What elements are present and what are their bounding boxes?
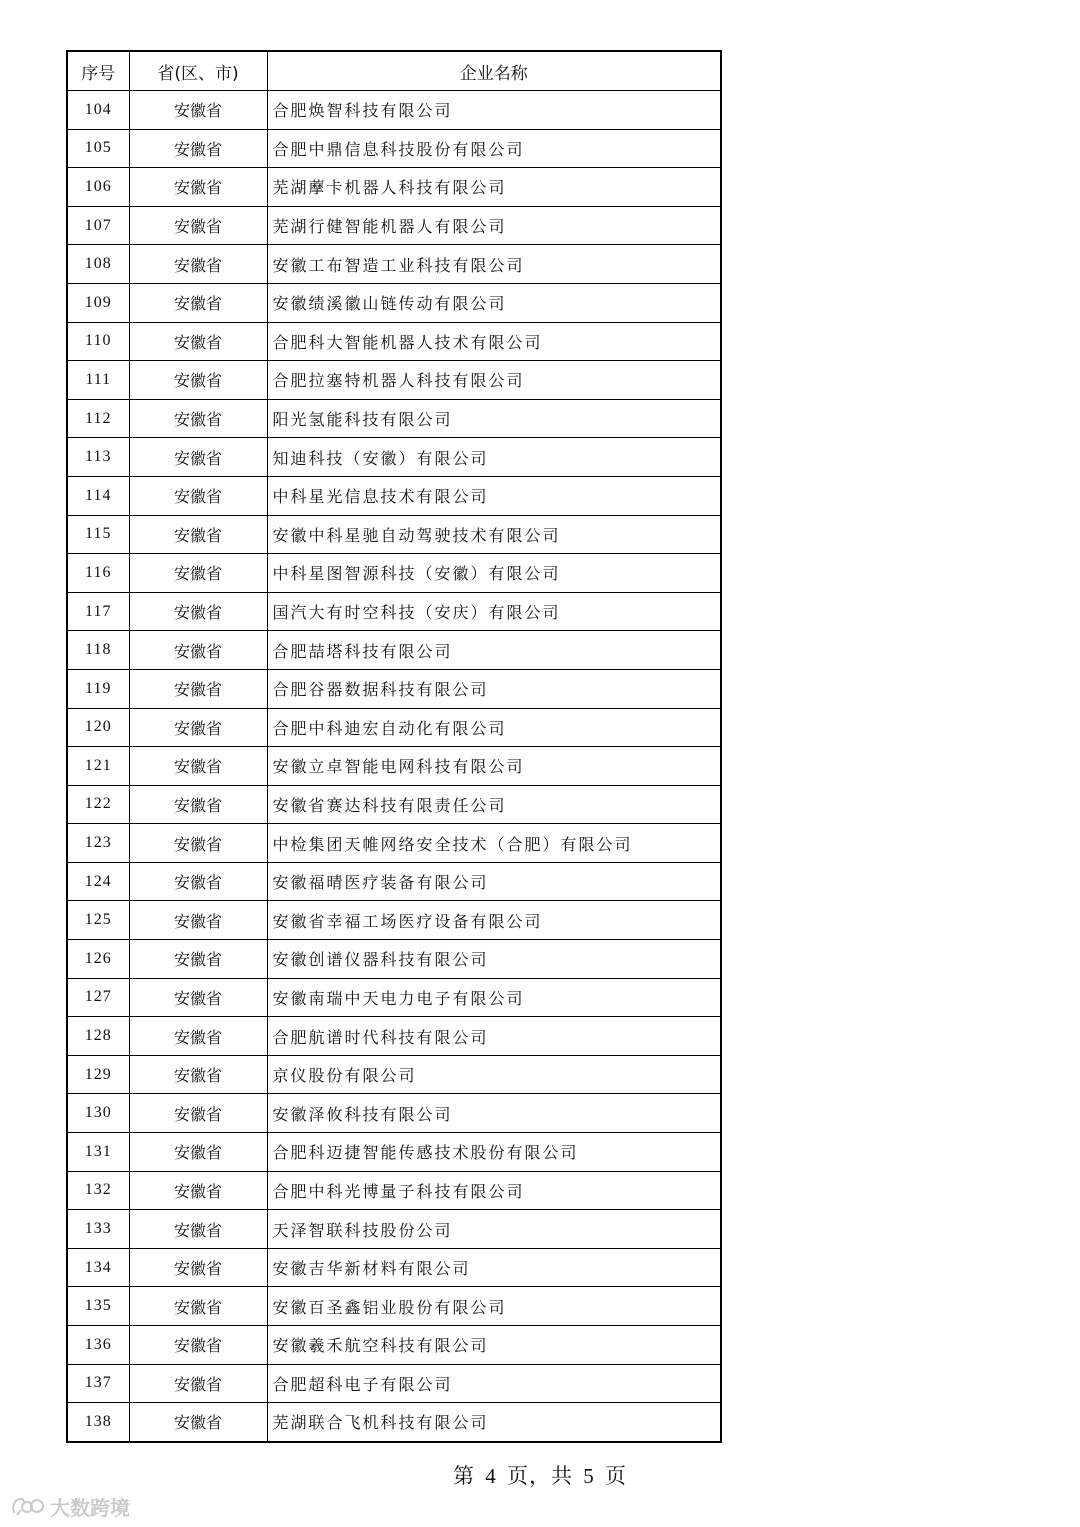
row-province: 安徽省 [129,322,267,361]
table-row [67,399,721,438]
row-province: 安徽省 [129,515,267,554]
row-seq: 121 [67,747,129,786]
row-seq: 134 [67,1248,129,1287]
row-seq: 122 [67,785,129,824]
row-company-name: 安徽吉华新材料有限公司 [267,1248,721,1287]
row-company-name: 合肥超科电子有限公司 [267,1364,721,1403]
page-footer [0,1460,1080,1490]
watermark-text: 大数跨境 [50,1496,130,1520]
table-row [67,1364,721,1403]
table-row [67,1248,721,1287]
row-company-name: 安徽百圣鑫铝业股份有限公司 [267,1287,721,1326]
table-row [67,708,721,747]
table-row [67,1171,721,1210]
row-province: 安徽省 [129,592,267,631]
row-seq: 135 [67,1287,129,1326]
row-seq: 128 [67,1017,129,1056]
table-row [67,978,721,1017]
table-row [67,245,721,284]
row-province: 安徽省 [129,1326,267,1365]
row-company-name: 合肥中鼎信息科技股份有限公司 [267,129,721,168]
row-company-name: 合肥谷器数据科技有限公司 [267,669,721,708]
row-seq: 109 [67,283,129,322]
table-row [67,1210,721,1249]
row-seq: 120 [67,708,129,747]
row-company-name: 知迪科技（安徽）有限公司 [267,438,721,477]
row-province: 安徽省 [129,901,267,940]
row-province: 安徽省 [129,1055,267,1094]
row-province: 安徽省 [129,940,267,979]
row-province: 安徽省 [129,245,267,284]
table-row [67,322,721,361]
row-company-name: 安徽创谱仪器科技有限公司 [267,940,721,979]
row-company-name: 安徽泽攸科技有限公司 [267,1094,721,1133]
table-row [67,1094,721,1133]
row-company-name: 安徽省幸福工场医疗设备有限公司 [267,901,721,940]
row-company-name: 安徽立卓智能电网科技有限公司 [267,747,721,786]
row-seq: 129 [67,1055,129,1094]
company-list-table [66,50,722,1443]
row-seq: 107 [67,206,129,245]
row-province: 安徽省 [129,824,267,863]
row-seq: 127 [67,978,129,1017]
row-province: 安徽省 [129,1017,267,1056]
row-province: 安徽省 [129,206,267,245]
table-body [67,91,721,1442]
table-row [67,631,721,670]
row-company-name: 天泽智联科技股份公司 [267,1210,721,1249]
row-province: 安徽省 [129,1133,267,1172]
row-seq: 126 [67,940,129,979]
footer-middle: 页，共 [507,1464,573,1488]
table-row [67,515,721,554]
row-company-name: 国汽大有时空科技（安庆）有限公司 [267,592,721,631]
row-seq: 114 [67,476,129,515]
row-company-name: 安徽省赛达科技有限责任公司 [267,785,721,824]
row-seq: 108 [67,245,129,284]
row-province: 安徽省 [129,747,267,786]
row-seq: 138 [67,1403,129,1442]
table-row [67,1326,721,1365]
row-province: 安徽省 [129,554,267,593]
row-company-name: 中科星光信息技术有限公司 [267,476,721,515]
row-province: 安徽省 [129,978,267,1017]
table-row [67,1017,721,1056]
row-province: 安徽省 [129,476,267,515]
row-province: 安徽省 [129,1364,267,1403]
table-header-row [67,51,721,91]
row-company-name: 芜湖藦卡机器人科技有限公司 [267,168,721,207]
row-seq: 133 [67,1210,129,1249]
row-seq: 113 [67,438,129,477]
table-row [67,785,721,824]
row-company-name: 安徽中科星驰自动驾驶技术有限公司 [267,515,721,554]
table-row [67,824,721,863]
row-company-name: 阳光氢能科技有限公司 [267,399,721,438]
row-company-name: 安徽南瑞中天电力电子有限公司 [267,978,721,1017]
row-seq: 136 [67,1326,129,1365]
table-row [67,1133,721,1172]
row-seq: 118 [67,631,129,670]
row-province: 安徽省 [129,1094,267,1133]
row-seq: 111 [67,361,129,400]
table-row [67,91,721,130]
table-row [67,862,721,901]
table-row [67,476,721,515]
row-seq: 110 [67,322,129,361]
row-province: 安徽省 [129,1287,267,1326]
row-company-name: 合肥科迈捷智能传感技术股份有限公司 [267,1133,721,1172]
row-seq: 115 [67,515,129,554]
row-seq: 131 [67,1133,129,1172]
row-company-name: 安徽工布智造工业科技有限公司 [267,245,721,284]
row-seq: 123 [67,824,129,863]
footer-page-number: 4 [485,1464,497,1488]
row-seq: 116 [67,554,129,593]
row-company-name: 中检集团天帷网络安全技术（合肥）有限公司 [267,824,721,863]
row-seq: 137 [67,1364,129,1403]
row-province: 安徽省 [129,785,267,824]
table-row [67,554,721,593]
row-company-name: 芜湖行健智能机器人有限公司 [267,206,721,245]
row-seq: 106 [67,168,129,207]
table-row [67,1403,721,1442]
row-seq: 119 [67,669,129,708]
row-company-name: 合肥喆塔科技有限公司 [267,631,721,670]
footer-prefix: 第 [453,1464,475,1488]
table-row [67,129,721,168]
row-seq: 132 [67,1171,129,1210]
row-company-name: 京仪股份有限公司 [267,1055,721,1094]
table-row [67,901,721,940]
row-seq: 105 [67,129,129,168]
row-company-name: 安徽羲禾航空科技有限公司 [267,1326,721,1365]
row-province: 安徽省 [129,1210,267,1249]
row-province: 安徽省 [129,1248,267,1287]
row-seq: 117 [67,592,129,631]
table-row [67,747,721,786]
row-seq: 124 [67,862,129,901]
footer-total-pages: 5 [583,1464,595,1488]
footer-suffix: 页 [605,1464,627,1488]
row-company-name: 合肥科大智能机器人技术有限公司 [267,322,721,361]
row-company-name: 中科星图智源科技（安徽）有限公司 [267,554,721,593]
table-row [67,1287,721,1326]
table-row [67,361,721,400]
row-province: 安徽省 [129,438,267,477]
header-province: 省(区、市) [129,51,267,91]
row-company-name: 合肥拉塞特机器人科技有限公司 [267,361,721,400]
bubble-logo-icon [10,1495,46,1519]
row-seq: 104 [67,91,129,130]
row-company-name: 合肥中科光博量子科技有限公司 [267,1171,721,1210]
table-row [67,283,721,322]
table-row [67,206,721,245]
row-province: 安徽省 [129,862,267,901]
row-province: 安徽省 [129,361,267,400]
row-province: 安徽省 [129,1171,267,1210]
row-province: 安徽省 [129,129,267,168]
table-row [67,940,721,979]
row-seq: 125 [67,901,129,940]
table-row [67,592,721,631]
row-province: 安徽省 [129,669,267,708]
row-company-name: 合肥焕智科技有限公司 [267,91,721,130]
row-province: 安徽省 [129,399,267,438]
row-province: 安徽省 [129,708,267,747]
row-province: 安徽省 [129,91,267,130]
row-seq: 112 [67,399,129,438]
row-company-name: 安徽福晴医疗装备有限公司 [267,862,721,901]
row-company-name: 合肥中科迪宏自动化有限公司 [267,708,721,747]
table-row [67,669,721,708]
table-row [67,168,721,207]
row-province: 安徽省 [129,168,267,207]
row-province: 安徽省 [129,283,267,322]
row-seq: 130 [67,1094,129,1133]
watermark [10,1492,130,1521]
row-province: 安徽省 [129,1403,267,1442]
table-row [67,438,721,477]
row-company-name: 芜湖联合飞机科技有限公司 [267,1403,721,1442]
row-company-name: 安徽绩溪徽山链传动有限公司 [267,283,721,322]
row-company-name: 合肥航谱时代科技有限公司 [267,1017,721,1056]
table-row [67,1055,721,1094]
header-company: 企业名称 [267,51,721,91]
row-province: 安徽省 [129,631,267,670]
header-seq: 序号 [67,51,129,91]
